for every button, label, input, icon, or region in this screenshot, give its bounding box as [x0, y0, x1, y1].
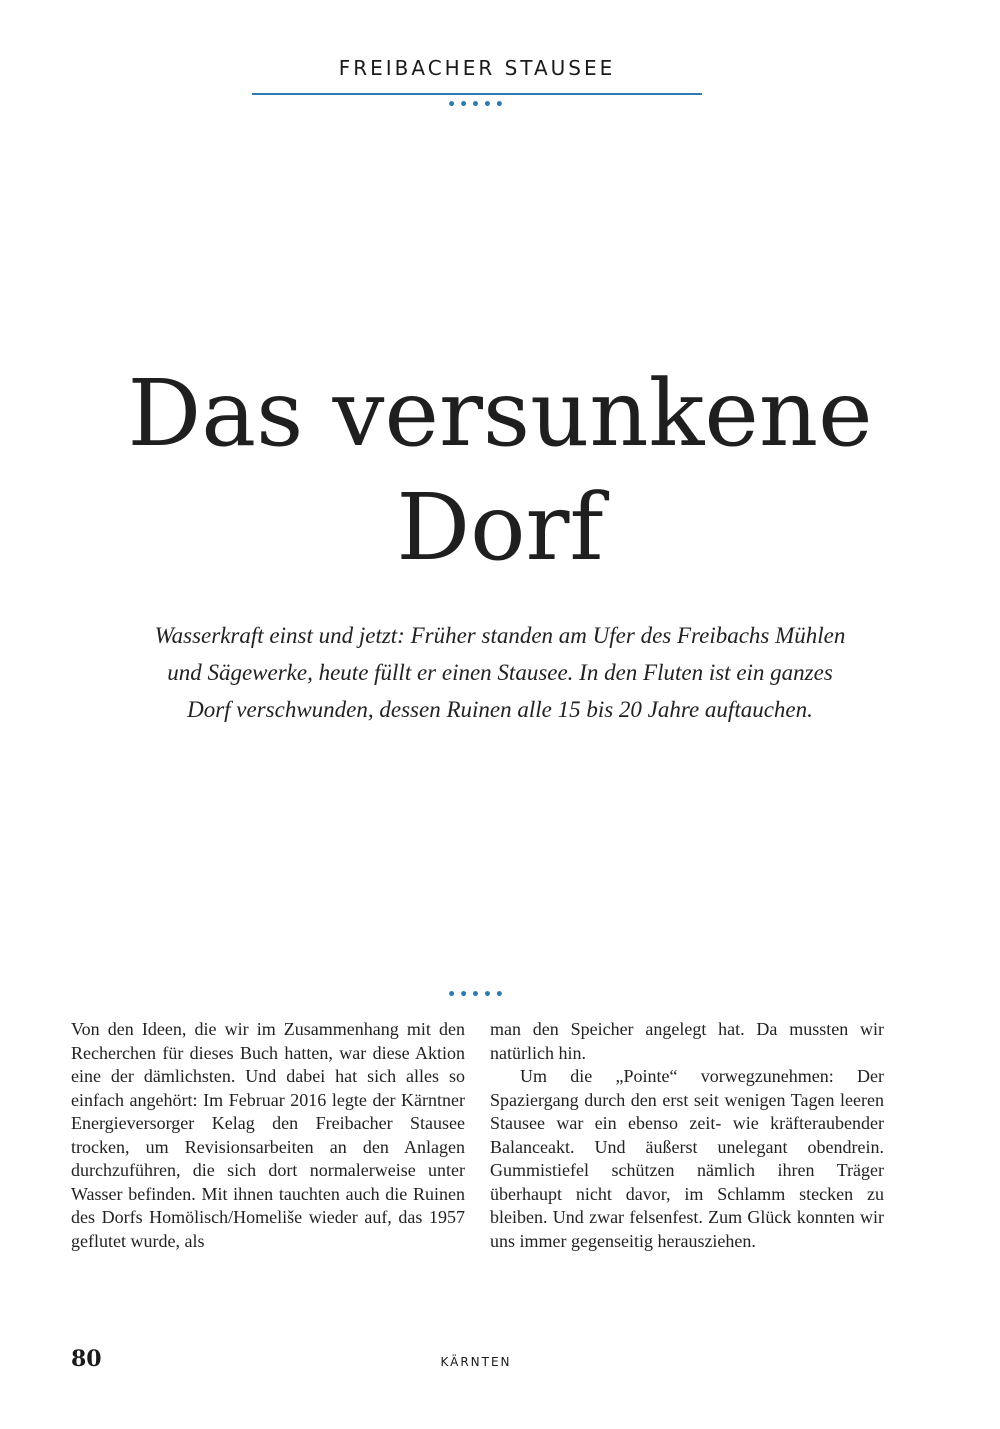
body-paragraph: Von den Ideen, die wir im Zusammenhang mit den Recherchen für dieses Buch hatten, war diese Aktion eine der dämlichsten. Und dabei hat sich alles so einfach angehört: Im Februar 2016 legte der Kärntner Energieversorger Kelag den Freibacher Stausee trocken, um Revisionsarbeiten an den Anlagen durchzuführen, die sich dort normalerweise unter Wasser befinden. Mit ihnen tauchten auch die Ruinen des Dorfs Homölisch/Homeliše wieder auf, das 1957 geflutet wurde, als — [71, 1019, 465, 1251]
title-line-2: Dorf — [396, 474, 604, 581]
subtitle-line-2: und Sägewerke, heute füllt er einen Stausee. In den Fluten ist ein ganzes — [167, 660, 833, 685]
title-line-1: Das versunkene — [127, 360, 873, 467]
article-title — [80, 357, 920, 585]
running-head: FREIBACHER STAUSEE — [338, 56, 616, 80]
body-paragraph: Um die „Pointe“ vorwegzunehmen: Der Spaziergang durch den erst seit wenigen Tagen leeren Stausee war ein ebenso zeit- wie kräfteraubender Balanceakt. Und äußerst unelegant obendrein. Gummistiefel schützen nämlich ihren Träger überhaupt nicht davor, im Schlamm stecken zu bleiben. Und zwar felsenfest. Zum Glück konnten wir uns immer gegenseitig herausziehen. — [490, 1066, 884, 1251]
body-paragraph: man den Speicher angelegt hat. Da mussten wir natürlich hin. — [490, 1019, 884, 1063]
body-column-left — [71, 1018, 465, 1253]
article-subtitle — [90, 617, 910, 728]
page-number: 80 — [71, 1346, 102, 1372]
subtitle-line-1: Wasserkraft einst und jetzt: Früher standen am Ufer des Freibachs Mühlen — [154, 623, 846, 648]
header-rule — [252, 93, 702, 95]
footer-section-label: KÄRNTEN — [440, 1355, 512, 1369]
section-ornament: ••••• — [447, 987, 507, 1003]
body-column-right — [490, 1018, 884, 1253]
subtitle-line-3: Dorf verschwunden, dessen Ruinen alle 15 bis 20 Jahre auftauchen. — [187, 697, 813, 722]
header-ornament: ••••• — [447, 97, 507, 113]
